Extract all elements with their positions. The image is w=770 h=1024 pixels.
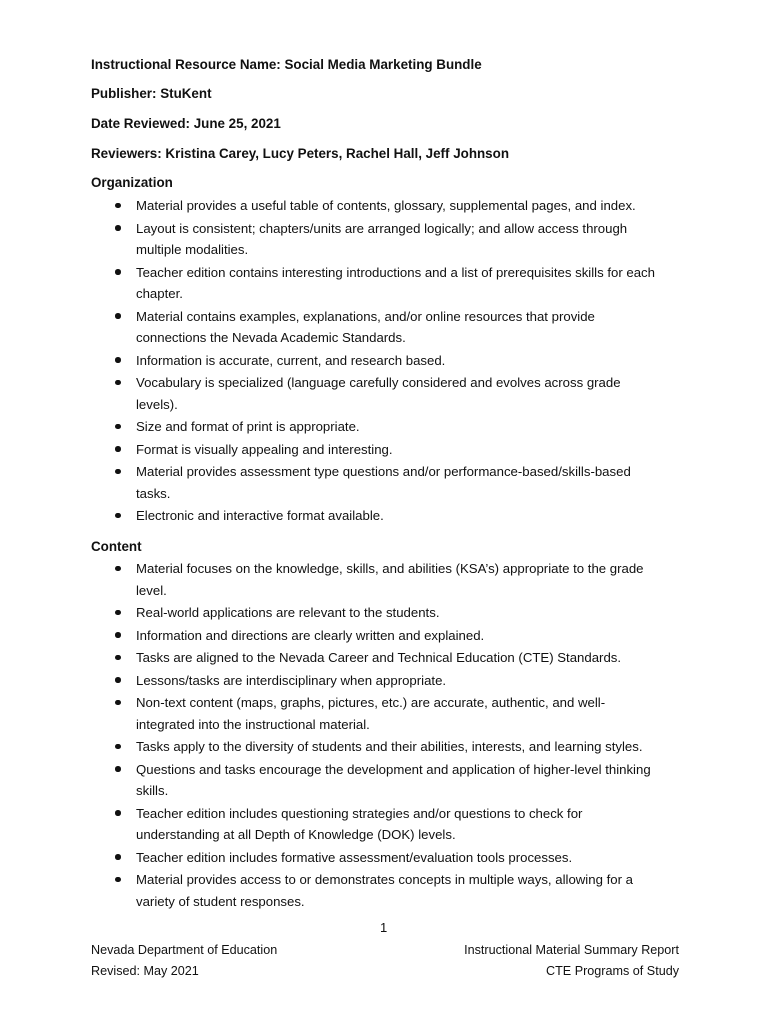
list-item-text: Material provides a useful table of contents, glossary, supplemental pages, and index. [136, 198, 636, 213]
content-list-item [0, 847, 656, 869]
content-list-item [0, 558, 656, 601]
content-list-item [0, 736, 656, 758]
content-list-item [0, 625, 656, 647]
content-list [0, 558, 770, 913]
list-item-text: Information and directions are clearly written and explained. [136, 627, 485, 643]
bullet-icon [115, 203, 121, 209]
content-list-item [0, 602, 656, 624]
bullet-icon [115, 313, 121, 319]
list-item-text: Non-text content (maps, graphs, pictures, etc.) are accurate, authentic, and well-integrated into the instructional material. [136, 695, 606, 732]
bullet-icon [115, 225, 121, 231]
organization-list-item [0, 372, 656, 415]
list-item-text: Material provides access to or demonstrates concepts in multiple ways, allowing for a variety of student responses. [136, 872, 633, 909]
publisher-heading: Publisher: StuKent [91, 86, 212, 101]
bullet-icon [115, 766, 121, 772]
list-item-text: Tasks apply to the diversity of students and their abilities, interests, and learning styles. [136, 739, 643, 754]
organization-list [0, 195, 770, 528]
bullet-icon [115, 810, 121, 816]
footer-revised: Revised: May 2021 [91, 964, 199, 978]
bullet-icon [115, 655, 121, 661]
list-item-text: Lessons/tasks are interdisciplinary when appropriate. [136, 672, 447, 688]
bullet-icon [115, 357, 121, 363]
list-item-text: Format is visually appealing and interesting. [136, 441, 393, 457]
content-list-item [0, 869, 656, 912]
resource-name-heading: Instructional Resource Name: Social Media Marketing Bundle [91, 57, 482, 72]
content-list-item [0, 692, 656, 735]
bullet-icon [115, 744, 121, 750]
list-item-text: Layout is consistent; chapters/units are arranged logically; and allow access through multiple modalities. [136, 220, 628, 257]
reviewers-heading: Reviewers: Kristina Carey, Lucy Peters, Rachel Hall, Jeff Johnson [91, 146, 509, 161]
list-item-text: Teacher edition contains interesting introductions and a list of prerequisites skills for each chapter. [136, 264, 655, 301]
footer-programs: CTE Programs of Study [546, 964, 679, 978]
list-item-text: Electronic and interactive format available. [136, 508, 384, 523]
content-section-title: Content [91, 539, 142, 554]
list-item-text: Information is accurate, current, and research based. [136, 352, 446, 368]
content-list-item [0, 647, 656, 669]
bullet-icon [115, 380, 121, 386]
bullet-icon [115, 513, 121, 519]
footer-department: Nevada Department of Education [91, 943, 278, 957]
bullet-icon [115, 566, 121, 572]
content-list-item [0, 759, 656, 802]
bullet-icon [115, 610, 121, 616]
organization-list-item [0, 195, 656, 217]
organization-list-item [0, 350, 656, 372]
bullet-icon [115, 854, 121, 860]
list-item-text: Size and format of print is appropriate. [136, 419, 360, 434]
organization-list-item [0, 416, 656, 438]
list-item-text: Material focuses on the knowledge, skills, and abilities (KSA’s) appropriate to the grade level. [136, 561, 644, 598]
content-list-item [0, 670, 656, 692]
list-item-text: Questions and tasks encourage the development and application of higher-level thinking skills. [136, 761, 651, 798]
organization-list-item [0, 262, 656, 305]
bullet-icon [115, 677, 121, 683]
organization-section-title: Organization [91, 175, 173, 190]
list-item-text: Real-world applications are relevant to the students. [136, 605, 440, 620]
list-item-text: Vocabulary is specialized (language carefully considered and evolves across grade levels). [136, 375, 621, 412]
content-list-item [0, 803, 656, 846]
bullet-icon [115, 632, 121, 638]
list-item-text: Teacher edition includes questioning strategies and/or questions to check for understanding at all Depth of Knowledge (DOK) levels. [136, 805, 583, 842]
list-item-text: Teacher edition includes formative assessment/evaluation tools processes. [136, 849, 573, 865]
bullet-icon [115, 424, 121, 430]
footer-report-title: Instructional Material Summary Report [464, 943, 679, 957]
list-item-text: Tasks are aligned to the Nevada Career and Technical Education (CTE) Standards. [136, 650, 622, 665]
date-reviewed-heading: Date Reviewed: June 25, 2021 [91, 116, 281, 131]
page-number: 1 [380, 920, 388, 935]
list-item-text: Material provides assessment type questions and/or performance-based/skills-based tasks. [136, 464, 631, 501]
bullet-icon [115, 469, 121, 475]
bullet-icon [115, 877, 121, 883]
bullet-icon [115, 269, 121, 275]
organization-list-item [0, 218, 656, 261]
list-item-text: Material contains examples, explanations, and/or online resources that provide connections the Nevada Academic Standards. [136, 308, 595, 345]
bullet-icon [115, 446, 121, 452]
organization-list-item [0, 439, 656, 461]
organization-list-item [0, 505, 656, 527]
organization-list-item [0, 306, 656, 349]
organization-list-item [0, 461, 656, 504]
bullet-icon [115, 700, 121, 706]
